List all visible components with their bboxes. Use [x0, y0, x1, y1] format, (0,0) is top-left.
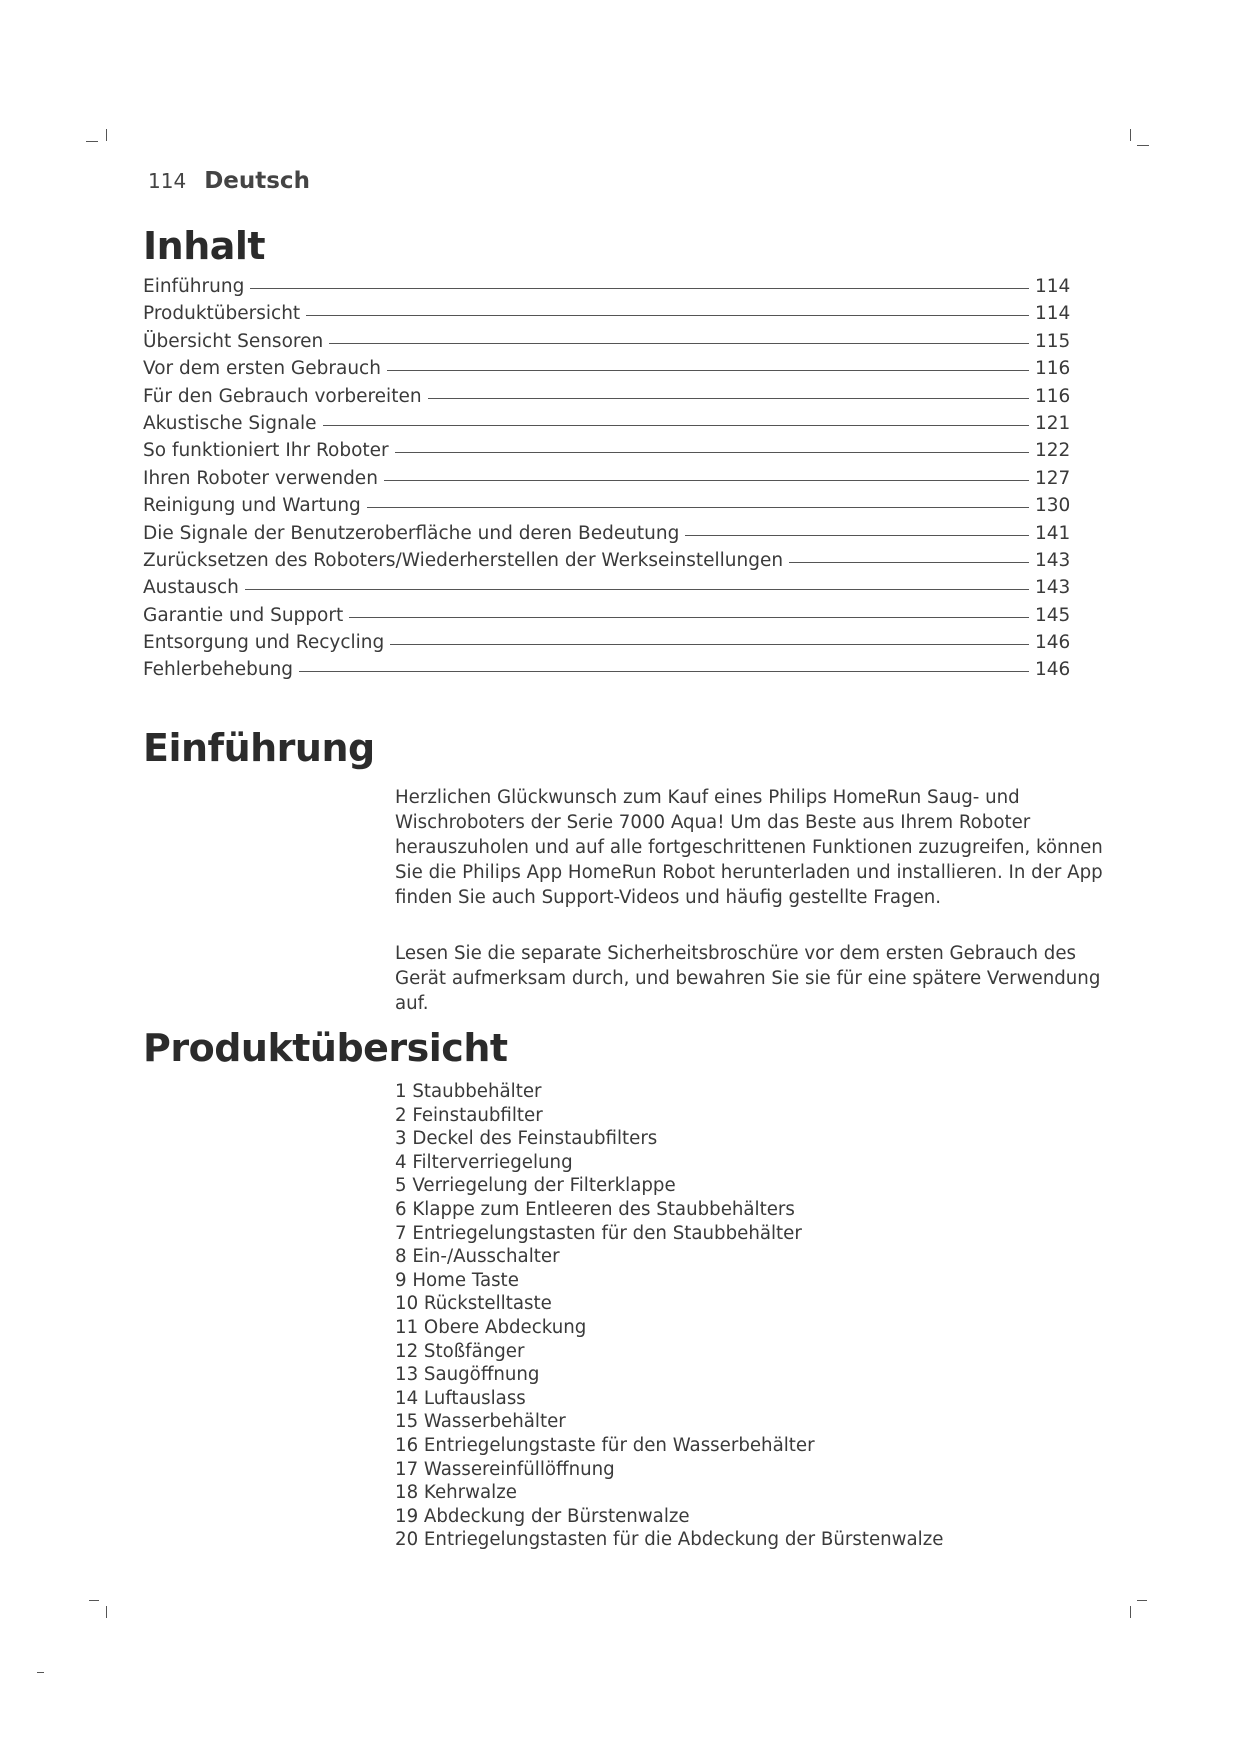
crop-mark-top-left [86, 141, 98, 142]
crop-mark-top-right [1130, 129, 1131, 141]
toc-entry-title: Entsorgung und Recycling [143, 632, 385, 654]
toc-entry[interactable] [143, 577, 1073, 604]
language-label: Deutsch [204, 168, 310, 194]
toc-leader-line [789, 562, 1029, 563]
toc-leader-line [245, 589, 1029, 590]
crop-mark-top-left [106, 129, 107, 141]
list-item: 17 Wassereinfüllöffnung [395, 1458, 615, 1480]
toc-entry-page: 146 [1035, 659, 1071, 681]
toc-entry-page: 143 [1035, 577, 1071, 599]
toc-entry-title: Die Signale der Benutzeroberfläche und deren Bedeutung [143, 522, 680, 544]
list-item: 12 Stoßfänger [395, 1340, 525, 1362]
toc-entry-title: Ihren Roboter verwenden [143, 467, 378, 489]
toc-entry-page: 146 [1035, 632, 1071, 654]
list-item: 18 Kehrwalze [395, 1482, 517, 1504]
toc-leader-line [367, 507, 1029, 508]
toc-leader-line [250, 288, 1029, 289]
toc-entry[interactable] [143, 523, 1073, 550]
toc-entry[interactable] [143, 632, 1073, 659]
toc-entry[interactable] [143, 358, 1073, 385]
toc-leader-line [390, 644, 1029, 645]
list-item: 3 Deckel des Feinstaubfilters [395, 1128, 658, 1150]
toc-entry-title: Vor dem ersten Gebrauch [143, 358, 381, 380]
list-item: 5 Verriegelung der Filterklappe [395, 1175, 676, 1197]
toc-leader-line [387, 370, 1029, 371]
toc-leader-line [395, 452, 1029, 453]
list-item: 11 Obere Abdeckung [395, 1316, 587, 1338]
crop-mark-bottom-left [89, 1600, 99, 1601]
toc-entry-title: Reinigung und Wartung [143, 495, 361, 517]
toc-entry-title: Garantie und Support [143, 604, 344, 626]
toc-entry-title: Austausch [143, 577, 239, 599]
toc-leader-line [329, 343, 1029, 344]
toc-entry-page: 116 [1035, 385, 1071, 407]
toc-leader-line [349, 617, 1029, 618]
toc-entry-page: 114 [1035, 303, 1071, 325]
toc-entry-title: Zurücksetzen des Roboters/Wiederherstellen der Werkseinstellungen [143, 549, 784, 571]
list-item: 6 Klappe zum Entleeren des Staubbehälters [395, 1198, 795, 1220]
overview-heading: Produktübersicht [143, 1026, 508, 1070]
toc-entry[interactable] [143, 659, 1073, 686]
crop-mark-bottom-right [1130, 1606, 1131, 1618]
toc-leader-line [384, 480, 1029, 481]
toc-leader-line [323, 425, 1029, 426]
toc-entry-title: Übersicht Sensoren [143, 330, 324, 352]
toc-entry[interactable] [143, 276, 1073, 303]
list-item: 1 Staubbehälter [395, 1081, 542, 1102]
toc-entry[interactable] [143, 413, 1073, 440]
toc-entry[interactable] [143, 550, 1073, 577]
toc-entry-page: 130 [1035, 495, 1071, 517]
toc-entry-page: 122 [1035, 440, 1071, 462]
crop-mark-bottom-left [106, 1606, 107, 1618]
list-item: 4 Filterverriegelung [395, 1151, 573, 1173]
intro-heading: Einführung [143, 726, 375, 770]
toc-entry[interactable] [143, 468, 1073, 495]
page-number: 114 [148, 169, 187, 193]
toc-entry[interactable] [143, 495, 1073, 522]
table-of-contents [143, 276, 1073, 687]
toc-heading: Inhalt [143, 224, 266, 268]
toc-entry-page: 116 [1035, 358, 1071, 380]
list-item: 16 Entriegelungstaste für den Wasserbehälter [395, 1434, 815, 1456]
toc-entry-page: 115 [1035, 330, 1071, 352]
toc-leader-line [428, 398, 1029, 399]
toc-entry-page: 145 [1035, 604, 1071, 626]
crop-mark-bottom-left [37, 1672, 44, 1673]
toc-entry-page: 143 [1035, 549, 1071, 571]
toc-entry-title: So funktioniert Ihr Roboter [143, 440, 389, 462]
page-header [148, 168, 310, 194]
list-item: 10 Rückstelltaste [395, 1293, 552, 1315]
crop-mark-top-right [1137, 145, 1149, 146]
toc-entry[interactable] [143, 440, 1073, 467]
toc-entry-page: 121 [1035, 412, 1071, 434]
toc-leader-line [299, 671, 1029, 672]
list-item: 20 Entriegelungstasten für die Abdeckung der Bürstenwalze [395, 1529, 944, 1551]
crop-mark-bottom-right [1137, 1600, 1147, 1601]
toc-entry-title: Für den Gebrauch vorbereiten [143, 385, 422, 407]
list-item: 15 Wasserbehälter [395, 1411, 566, 1433]
intro-paragraph: Herzlichen Glückwunsch zum Kauf eines Philips HomeRun Saug- und Wischroboters der Serie 7000 Aqua! Um das Beste aus Ihrem Roboter herauszuholen und auf alle fortgeschrittenen Funktionen zuzugreifen, können Sie die Philips App HomeRun Robot herunterladen und installieren. In der App finden Sie auch Support-Videos und häufig gestellte Fragen. [395, 787, 1103, 908]
list-item: 14 Luftauslass [395, 1387, 526, 1409]
intro-paragraph: Lesen Sie die separate Sicherheitsbroschüre vor dem ersten Gebrauch des Gerät aufmerksam durch, und bewahren Sie sie für eine spätere Verwendung auf. [395, 943, 1101, 1014]
list-item: 7 Entriegelungstasten für den Staubbehälter [395, 1222, 802, 1244]
toc-entry[interactable] [143, 605, 1073, 632]
toc-entry-title: Produktübersicht [143, 303, 301, 325]
toc-leader-line [306, 315, 1029, 316]
toc-entry[interactable] [143, 331, 1073, 358]
list-item: 13 Saugöffnung [395, 1364, 540, 1386]
toc-entry-page: 141 [1035, 522, 1071, 544]
list-item: 19 Abdeckung der Bürstenwalze [395, 1505, 690, 1527]
list-item: 8 Ein-/Ausschalter [395, 1246, 560, 1268]
intro-text [395, 785, 1115, 1047]
parts-list [395, 1080, 943, 1552]
toc-entry-page: 114 [1035, 276, 1071, 297]
toc-entry-page: 127 [1035, 467, 1071, 489]
toc-entry-title: Fehlerbehebung [143, 659, 294, 681]
list-item: 9 Home Taste [395, 1269, 519, 1291]
toc-entry-title: Einführung [143, 276, 245, 297]
toc-entry[interactable] [143, 303, 1073, 330]
toc-leader-line [685, 535, 1029, 536]
list-item: 2 Feinstaubfilter [395, 1104, 543, 1126]
toc-entry-title: Akustische Signale [143, 412, 317, 434]
toc-entry[interactable] [143, 386, 1073, 413]
